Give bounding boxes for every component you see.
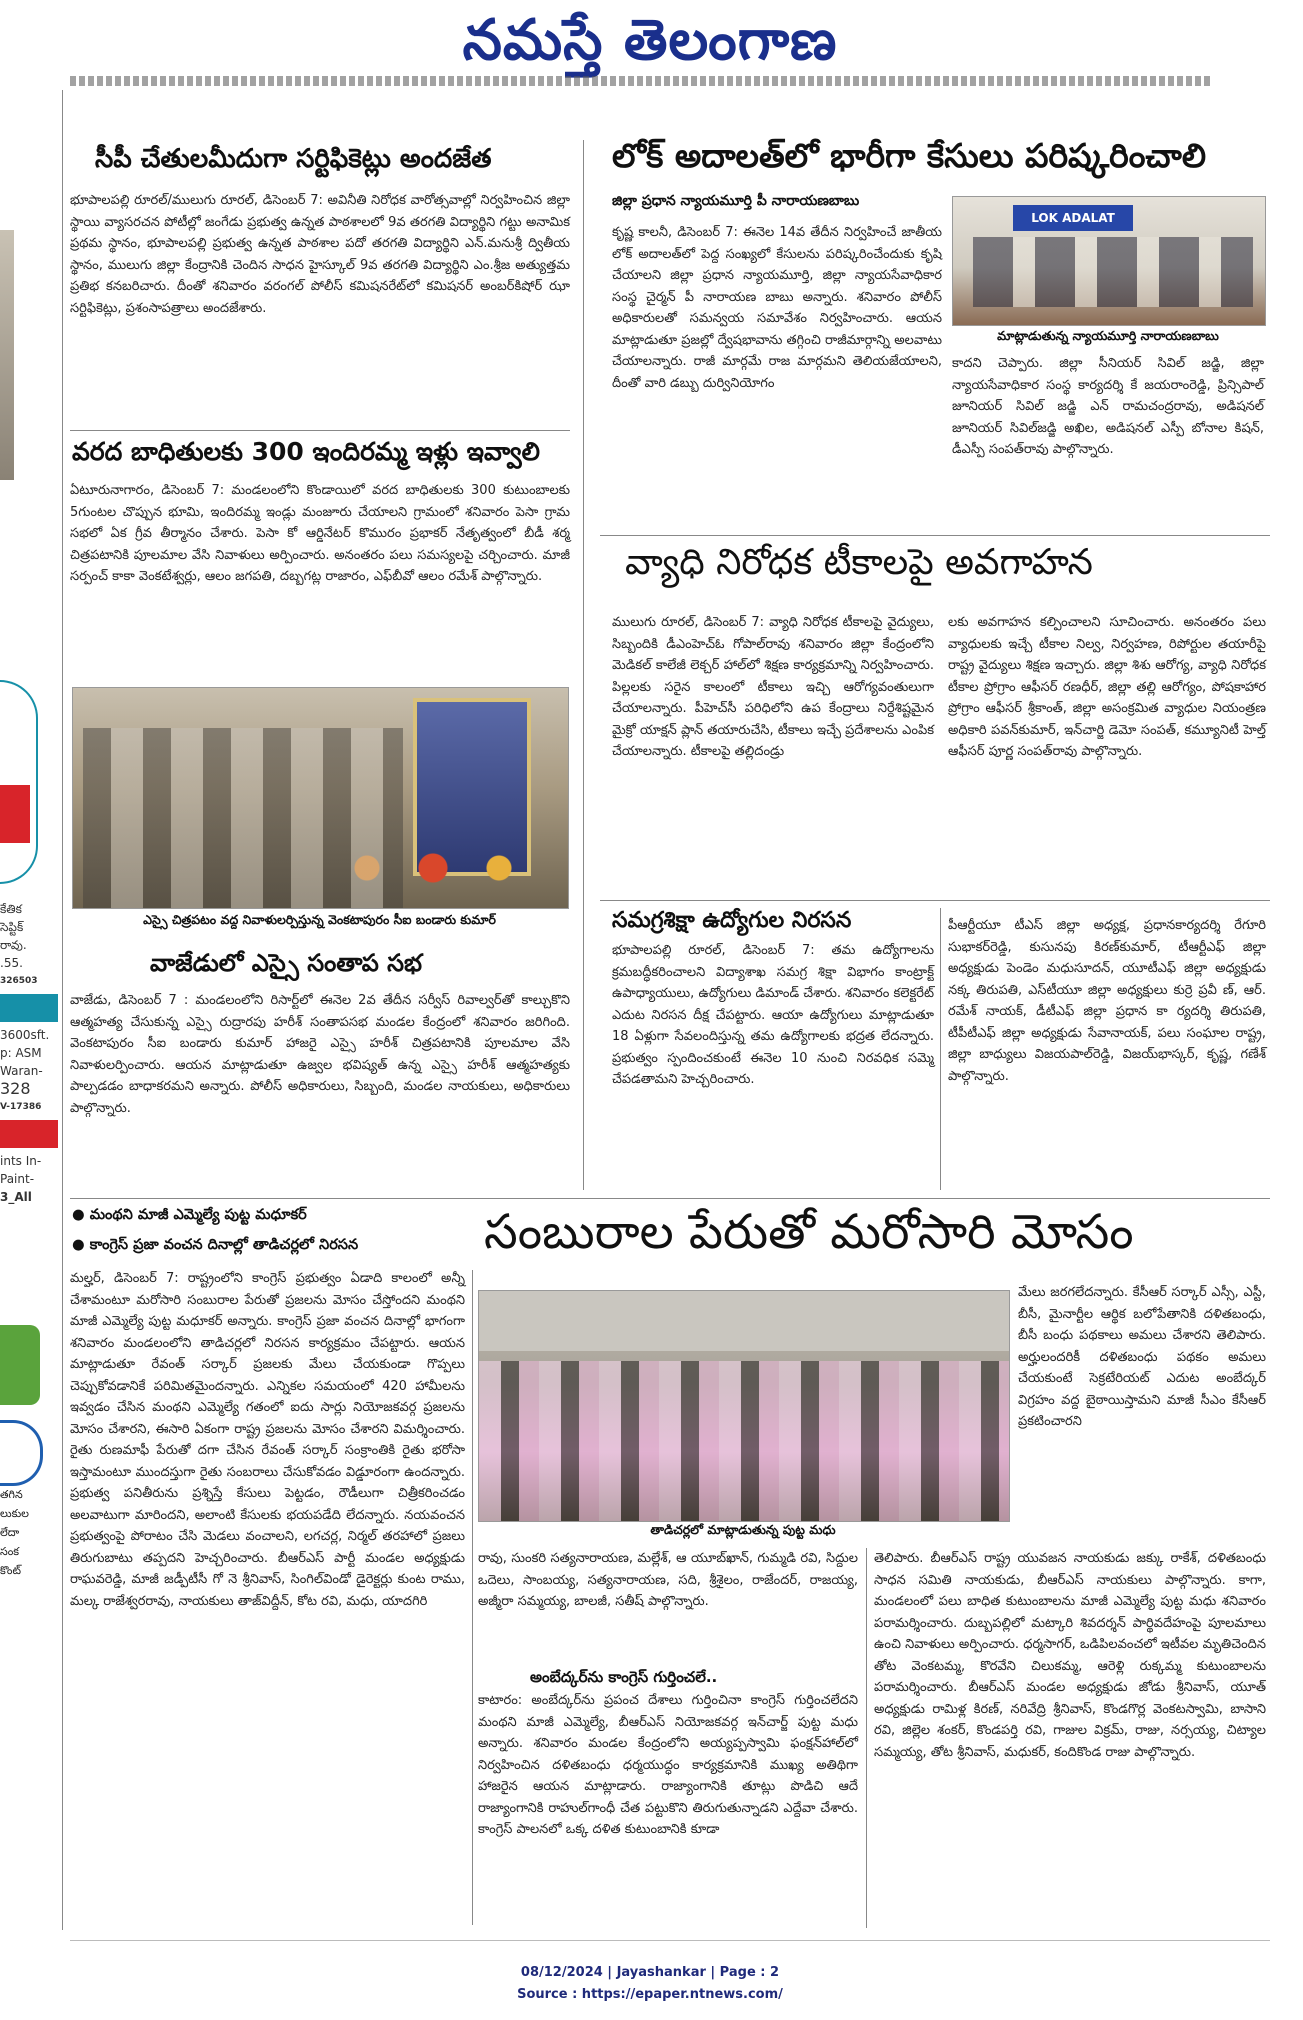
article7-body-mid2: కాటారం: అంబేద్కర్‌ను ప్రపంచ దేశాలు గుర్తించినా కాంగ్రెస్ గుర్తించలేదని మంథని మాజీ ఎమ్మెల్యే, బీఆర్‌ఎస్ నియోజకవర్గ ఇన్‌చార్జ్ పుట్ట మధు అన్నారు. శనివారం మండల కేంద్రంలోని అయ్యప్పస్వామి ఫంక్షన్‌హాల్‌లో నిర్వహించిన దళితబంధు ధర్మయుద్ధం కార్యక్రమానికి ముఖ్య అతిథిగా హాజరైన ఆయన మాట్లాడారు. రాజ్యాంగానికి తూట్లు పొడిచి ఆదే రాజ్యాంగానికి రాహుల్‌గాంధీ చేత పట్టుకొని తిరుగుతున్నాడని ఎద్దేవా చేశారు. కాంగ్రెస్ పాలనలో ఒక్క దళిత కుటుంబానికి కూడా	[478, 1693, 858, 1837]
article2-photo	[72, 687, 569, 909]
photo-judges	[973, 237, 1253, 307]
left-bottom-fragment: తగిన లుకుల లేదా సంక కొంట్	[0, 1488, 29, 1577]
lok-adalat-banner: LOK ADALAT	[1013, 205, 1133, 231]
article7-right-divider	[866, 1548, 867, 1928]
footer-source-link[interactable]: Source : https://epaper.ntnews.com/	[517, 1987, 783, 2002]
article5-headline: వ్యాధి నిరోధక టీకాలపై అవగాహన	[625, 542, 1093, 583]
left-ad-red-block	[0, 785, 30, 843]
left-photo-fragment	[0, 230, 14, 480]
top-cropped-text-line	[70, 74, 1210, 96]
footer-date-page: 08/12/2024 | Jayashankar | Page : 2	[520, 1965, 780, 1980]
article6-body-left: భూపాలపల్లి రూరల్, డిసెంబర్ 7: తమ ఉద్యోగాలను క్రమబద్ధీకరించాలని విద్యాశాఖ సమగ్ర శిక్షా విభాగం కాంట్రాక్ట్ ఉపాధ్యాయులు, ఉద్యోగులు డిమాండ్ చేశారు. శనివారం కలెక్టరేట్ ఎదుట నిరసన దీక్ష చేపట్టారు. ఆయా ఉద్యోగులు మాట్లాడుతూ 18 ఏళ్లుగా సేవలందిస్తున్న తమ ఉద్యోగాలకు భద్రత లేదన్నారు. ప్రభుత్వం స్పందించకుంటే ఈనెల 10 నుంచి నిరవధిక సమ్మె చేపడతామని హెచ్చరించారు.	[612, 943, 934, 1087]
photo-crowd	[479, 1361, 1009, 1521]
left-ad-circle-icon	[0, 680, 38, 884]
article7-bullet-1: ● మంథని మాజీ ఎమ్మెల్యే పుట్ట మధూకర్	[72, 1207, 307, 1223]
article7-body-mid: రావు, సుంకరి సత్యనారాయణ, మల్లేశ్, ఆ యూబ్‌ఖాన్, గుమ్మడి రవి, సిద్దుల ఒదెలు, సాంబయ్య, సత్యనారాయణ, సది, శ్రీశైలం, రాజేందర్, రాజయ్య, అజ్మీరా సమ్మయ్య, బాలజీ, సతీష్ పాల్గొన్నారు.	[478, 1551, 858, 1609]
article7-subheadline: అంబేద్కర్‌ను కాంగ్రెస్ గుర్తించలే..	[530, 1668, 718, 1686]
article3-body: వాజేడు, డిసెంబర్ 7 : మండలంలోని రిసార్ట్‌లో ఈనెల 2వ తేదీన సర్వీస్ రివాల్వర్‌తో కాల్చుకొని ఆత్మహత్య చేసుకున్న ఎస్సై రుద్రారపు హరీశ్ సంతాపసభ మండల కేంద్రంలో శనివారం జరిగింది. వెంకటాపురం సీఐ బండారు కుమార్ హాజరై ఎస్సై హరీశ్ చిత్రపటానికి పూలమాల వేసి నివాళులర్పించారు. ఆయన మాట్లాడుతూ ఉజ్వల భవిష్యత్ ఉన్న ఎస్సై హరీశ్ ఆత్మహత్యకు పాల్పడడం బాధాకరమని అన్నారు. పోలీస్ అధికారులు, సిబ్బంది, మండల నాయకులు, అధికారులు పాల్గొన్నారు.	[70, 993, 570, 1116]
left-cropped-column	[0, 80, 60, 1577]
article1-body: భూపాలపల్లి రూరల్/ములుగు రూరల్, డిసెంబర్ 7: అవినీతి నిరోధక వారోత్సవాల్లో నిర్వహించిన జిల్లా స్థాయి వ్యాసరచన పోటీల్లో జంగేడు ప్రభుత్వ ఉన్నత పాఠశాలలో 9వ తరగతి విద్యార్థిని గట్టు అనామిక ప్రథమ స్థానం, భూపాలపల్లి ప్రభుత్వ ఉన్నత పాఠశాల పదో తరగతి విద్యార్థిని ఎన్.మనుశ్రీ ద్వితీయ స్థానం, ములుగు జిల్లా కేంద్రానికి చెందిన సాధన హైస్కూల్ 9వ తరగతి విద్యార్థిని ఎం.శ్రీజ అత్యుత్తమ ప్రతిభ కనబరిచారు. దీంతో శనివారం వరంగల్ పోలీస్ కమిషనరేట్‌లో కమిషనర్ అంబర్‌కిషోర్ ఝా సర్టిఫికెట్లు, ప్రశంసాపత్రాలు అందజేశారు.	[70, 193, 570, 316]
left-column-divider	[62, 90, 63, 1930]
article6-headline: సమగ్రశిక్షా ఉద్యోగుల నిరసన	[612, 908, 852, 933]
article3-headline: వాజేడులో ఎస్సై సంతాప సభ	[150, 949, 423, 977]
page-mid-divider	[70, 1198, 1270, 1199]
article4-subhead: జిల్లా ప్రధాన న్యాయమూర్తి పీ నారాయణబాబు	[612, 193, 860, 209]
article4-headline: లోక్ అదాలత్‌లో భారీగా కేసులు పరిష్కరించాలి	[612, 136, 1207, 175]
article2-headline: వరద బాధితులకు 300 ఇందిరమ్మ ఇళ్లు ఇవ్వాలి	[72, 437, 540, 466]
page-bottom-rule	[70, 1940, 1270, 1941]
article7-body-bottom-right: తెలిపారు. బీఆర్‌ఎస్ రాష్ట్ర యువజన నాయకుడు జక్కు రాకేశ్, దళితబంధు సాధన సమితి నాయకుడు, బీఆర్‌ఎస్ నాయకులు పాల్గొన్నారు. కాగా, మండలంలో పలు బాధిత కుటుంబాలను మాజీ ఎమ్మెల్యే పుట్ట మధు శనివారం పరామర్శించారు. దుబ్బపల్లిలో మట్కారి శివదర్శన్ పార్థివదేహంపై పూలమాలు ఉంచి నివాళులు అర్పించారు. ధర్మసాగర్, ఒడిపిలవంచలో ఇటీవల మృతిచెందిన తోట వెంకటమ్మ, కొరవేని చిలుకమ్మ, ఆరెళ్లి రుక్కమ్మ కుటుంబాలను పరామర్శించారు. బీఆర్‌ఎస్ మండల అధ్యక్షుడు జోడు శ్రీనివాస్, యూత్ అధ్యక్షుడు రామిళ్ల కిరణ్, నరివేద్రి శ్రీనివాస్, కొండగొర్ల వెంకటస్వామి, బాసాని రవి, జిల్లెల శంకర్, కొండపర్తి రవి, గాజుల విక్రమ్, రాజు, నర్సయ్య, చిట్యాల సమ్మయ్య, తోట శ్రీనివాస్, మధుకర్, కందికొండ రాజు పాల్గొన్నారు.	[874, 1551, 1266, 1760]
article4-body-left: కృష్ణ కాలనీ, డిసెంబర్ 7: ఈనెల 14వ తేదీన నిర్వహించే జాతీయ లోక్ అదాలత్‌లో పెద్ద సంఖ్యలో కేసులను పరిష్కరించేందుకు కృషి చేయాలని జిల్లా ప్రధాన న్యాయమూర్తి, జిల్లా న్యాయసేవాధికార సంస్థ చైర్మన్ పీ నారాయణ బాబు అన్నారు. శనివారం పోలీస్ అధికారులతో సమన్వయ సమావేశం నిర్వహించారు. ఆయన మాట్లాడుతూ ప్రజల్లో ద్వేషభావాను తగ్గించి రాజీమార్గాన్ని అలవాటు చేయాలన్నారు. రాజీ మార్గమే రాజ మార్గమని తెలియజేయాలని, దీంతో వారి డబ్బు దుర్వినియోగం	[612, 225, 942, 391]
article7-body-right: మేలు జరగలేదన్నారు. కేసీఆర్ సర్కార్ ఎస్సీ, ఎస్టీ, బీసీ, మైనార్టీల ఆర్థిక బలోపేతానికి దళితబంధు, బీసీ బంధు పథకాలు అమలు చేశారని తెలిపారు. అర్హులందరికీ దళితబంధు పథకం అమలు చేయకుంటే సెక్రటేరియట్ ఎదుట అంబేద్కర్ విగ్రహం వద్ద బైఠాయిస్తామని మాజీ సీఎం కేసీఆర్ ప్రకటించారని	[1018, 1285, 1266, 1429]
article7-photo-caption: తాడిచర్లలో మాట్లాడుతున్న పుట్ట మధు	[650, 1522, 836, 1537]
article7-bullet-2: ● కాంగ్రెస్ ప్రజా వంచన దినాల్లో తాడిచర్లలో నిరసన	[72, 1237, 359, 1253]
article7-body-left: మల్హర్, డిసెంబర్ 7: రాష్ట్రంలోని కాంగ్రెస్ ప్రభుత్వం ఏడాది కాలంలో అన్నీ చేశామంటూ మరోసారి సంబురాల పేరుతో ప్రజలను మోసం చేస్తోందని మంథని మాజీ ఎమ్మెల్యే పుట్ట మధూకర్ అన్నారు. కాంగ్రెస్ ప్రజా వంచన దినాల్లో భాగంగా శనివారం మండలంలోని తాడిచర్లలో నిరసన కార్యక్రమం చేపట్టారు. ఆయన మాట్లాడుతూ రేవంత్ సర్కార్ ప్రజలకు మేలు చేయకుండా గొప్పలు చెప్పుకోవడానికే పరిమితమైందన్నారు. ఎన్నికల సమయంలో 420 హామీలను ఇవ్వడం చేసిన మంథని ఎమ్మెల్యే గతంలో ఐదు సార్లు నియోజకవర్గ ప్రజలను మోసం చేశారని, ఈసారి ఏకంగా రాష్ట్ర ప్రజలను మోసం చేశారని విమర్శించారు. రైతు రుణమాఫీ పేరుతో దగా చేసిన రేవంత్ సర్కార్ సంక్రాంతికి రైతు భరోసా ఇస్తామంటూ ముందస్తుగా రైతు సంబరాలు చేసుకోవడం విడ్డూరంగా ఉందన్నారు. ప్రభుత్వ పనితీరును ప్రశ్నిస్తే కేసులు పెట్టడం, రౌడీలుగా చిత్రీకరించడం అలవాటుగా మారిందని, అలాంటి కేసులకు భయపడేది లేదన్నారు. నయవంచన ప్రభుత్వంపై పోరాటం చేసి మెడలు వంచాలని, లగచర్ల, నిర్మల్ తరహాలో ప్రజలు తిరుగుబాటు తప్పదని హెచ్చరించారు. బీఆర్‌ఎస్ పార్టీ మండల అధ్యక్షుడు రాఘవరెడ్డి, మాజీ జడ్పీటీసీ గో నె శ్రీనివాస్, సింగిల్‌విండో డైరెక్టర్లు కుంట రాము, మల్క రాజేశ్వరరావు, నాయకులు తాజ్‌విద్దీన్, కోట రవి, మధు, యాదగిరి	[70, 1271, 465, 1609]
article7-headline: సంబురాల పేరుతో మరోసారి మోసం	[484, 1204, 1134, 1260]
left-ad-green-block	[0, 1325, 40, 1405]
article1-divider	[70, 430, 570, 431]
article7-photo	[478, 1290, 1010, 1522]
article2-photo-caption: ఎస్సై చిత్రపటం వద్ద నివాళులర్పిస్తున్న వెంకటాపురం సీఐ బండారు కుమార్	[143, 912, 496, 927]
article6-body-right: పీఆర్టీయూ టీఎస్ జిల్లా అధ్యక్ష, ప్రధానకార్యదర్శి రేగూరి సుభాకర్‌రెడ్డి, కుసునపు కిరణ్‌కుమార్, టీఆర్టీఎఫ్ జిల్లా అధ్యక్షుడు పెండెం మధుసూదన్, యూటీఎఫ్ జిల్లా అధ్యక్షుడు నక్క తిరుపతి, ఎస్‌టీయూ జిల్లా అధ్యక్షులు కుర్రె ప్రవీ ణ్, ఆర్. రమేశ్ నాయక్, డీటీఎఫ్ జిల్లా ప్రధాన కా ర్యదర్శి తిరుపతి, టీపీటీఎఫ్ జిల్లా అధ్యక్షుడు సేవానాయక్, పలు సంఘాల రాష్ట్ర, జిల్లా బాధ్యులు విజయపాల్‌రెడ్డి, విజయ్‌భాస్కర్, కృష్ణ, గణేశ్ పాల్గొన్నారు.	[948, 918, 1266, 1084]
article4-body-right: కాదని చెప్పారు. జిల్లా సీనియర్ సివిల్ జడ్జి, జిల్లా న్యాయసేవాధికార సంస్థ కార్యదర్శి కే జయరాంరెడ్డి, ప్రిన్సిపాల్ జూనియర్ సివిల్ జడ్జి ఎన్ రామచంద్రరావు, అడిషనల్ జూనియర్ సివిల్‌జడ్జి అఖిల, అడిషనల్ ఎస్పీ బోనాల కిషన్, డీఎస్పీ సంపత్‌రావు పాల్గొన్నారు.	[952, 356, 1264, 457]
masthead-title: నమస్తే తెలంగాణ	[462, 7, 838, 73]
article5-body-right: లకు అవగాహన కల్పించాలని సూచించారు. అనంతరం పలు వ్యాధులకు ఇచ్చే టీకాల నిల్వ, నిర్వహణ, రిపోర్టుల తయారీపై రాష్ట్ర వైద్యులు శిక్షణ ఇచ్చారు. జిల్లా శిశు ఆరోగ్య, వ్యాధి నిరోధక టీకాల ప్రోగ్రాం ఆఫీసర్ రణధీర్, జిల్లా తల్లి ఆరోగ్యం, పోషకాహార ప్రోగ్రాం ఆఫీసర్ శ్రీకాంత్, జిల్లా అసంక్రమిత వ్యాధుల నియంత్రణ అధికారి పవన్‌కుమార్, ఇన్‌చార్జి డెమో సంపత్, కమ్యూనిటీ హెల్త్ ఆఫీసర్ పూర్ణ సంపత్‌రావు పాల్గొన్నారు.	[948, 615, 1266, 759]
left-classifieds-strip: కేతిక సెప్టిక్ రావు. .55. 326503 3600sft. p: ASM Waran- 328 V-17386 ints In- Paint- 3_All	[0, 900, 58, 1320]
article4-divider	[600, 535, 1270, 536]
article5-divider	[600, 900, 1270, 901]
article4-photo-caption: మాట్లాడుతున్న న్యాయమూర్తి నారాయణబాబు	[997, 328, 1219, 343]
article1-headline: సీపీ చేతులమీదుగా సర్టిఫికెట్లు అందజేత	[95, 144, 492, 174]
photo-sky	[479, 1291, 1009, 1351]
column-divider-upper	[583, 140, 584, 1190]
article2-body: ఏటూరునాగారం, డిసెంబర్ 7: మండలంలోని కొండాయిలో వరద బాధితులకు 300 కుటుంబాలకు 5గుంటల చొప్పున భూమి, ఇందిరమ్మ ఇండ్లు మంజూరు చేయాలని గ్రామంలో శనివారం పెసా గ్రామ సభలో ఏక గ్రీవ తీర్మానం చేశారు. పెసా కో ఆర్డినేటర్ కొమురం ప్రభాకర్ నేతృత్వంలో బీడీ శర్మ చిత్రపటానికి పూలమాల వేసి నివాళులు అర్పించారు. అనంతరం పలు సమస్యలపై చర్చించారు. మాజీ సర్పంచ్ కాకా వెంకటేశ్వర్లు, ఆలం జగపతి, దబ్బగట్ల రాజారం, ఎఫ్‌బీవో ఆలం రమేశ్ పాల్గొన్నారు.	[70, 483, 570, 584]
article6-column-divider	[940, 908, 941, 1190]
left-ad-oval	[0, 1420, 43, 1486]
article7-left-divider	[472, 1270, 473, 1925]
article5-body-left: ములుగు రూరల్, డిసెంబర్ 7: వ్యాధి నిరోధక టీకాలపై వైద్యులు, సిబ్బందికి డీఎంహెచ్‌ఓ గోపాల్‌రావు శనివారం జిల్లా కేంద్రంలోని మెడికల్ కాలేజీ లెక్చర్ హాల్‌లో శిక్షణ కార్యక్రమాన్ని నిర్వహించారు. పిల్లలకు సరైన కాలంలో టీకాలు ఇచ్చి ఆరోగ్యవంతులుగా చేయాలన్నారు. పీహెచ్‌సీ పరిధిలోని ఉప కేంద్రాలు నిర్దేశిష్టమైన మైక్రో యాక్షన్ ప్లాన్ తయారుచేసి, టీకాలు ఇచ్చే ప్రదేశాలను ఎంపిక చేయాలన్నారు. టీకాలపై తల్లిదండ్రు	[612, 615, 934, 759]
photo-people	[83, 728, 403, 908]
article4-photo	[952, 196, 1266, 326]
